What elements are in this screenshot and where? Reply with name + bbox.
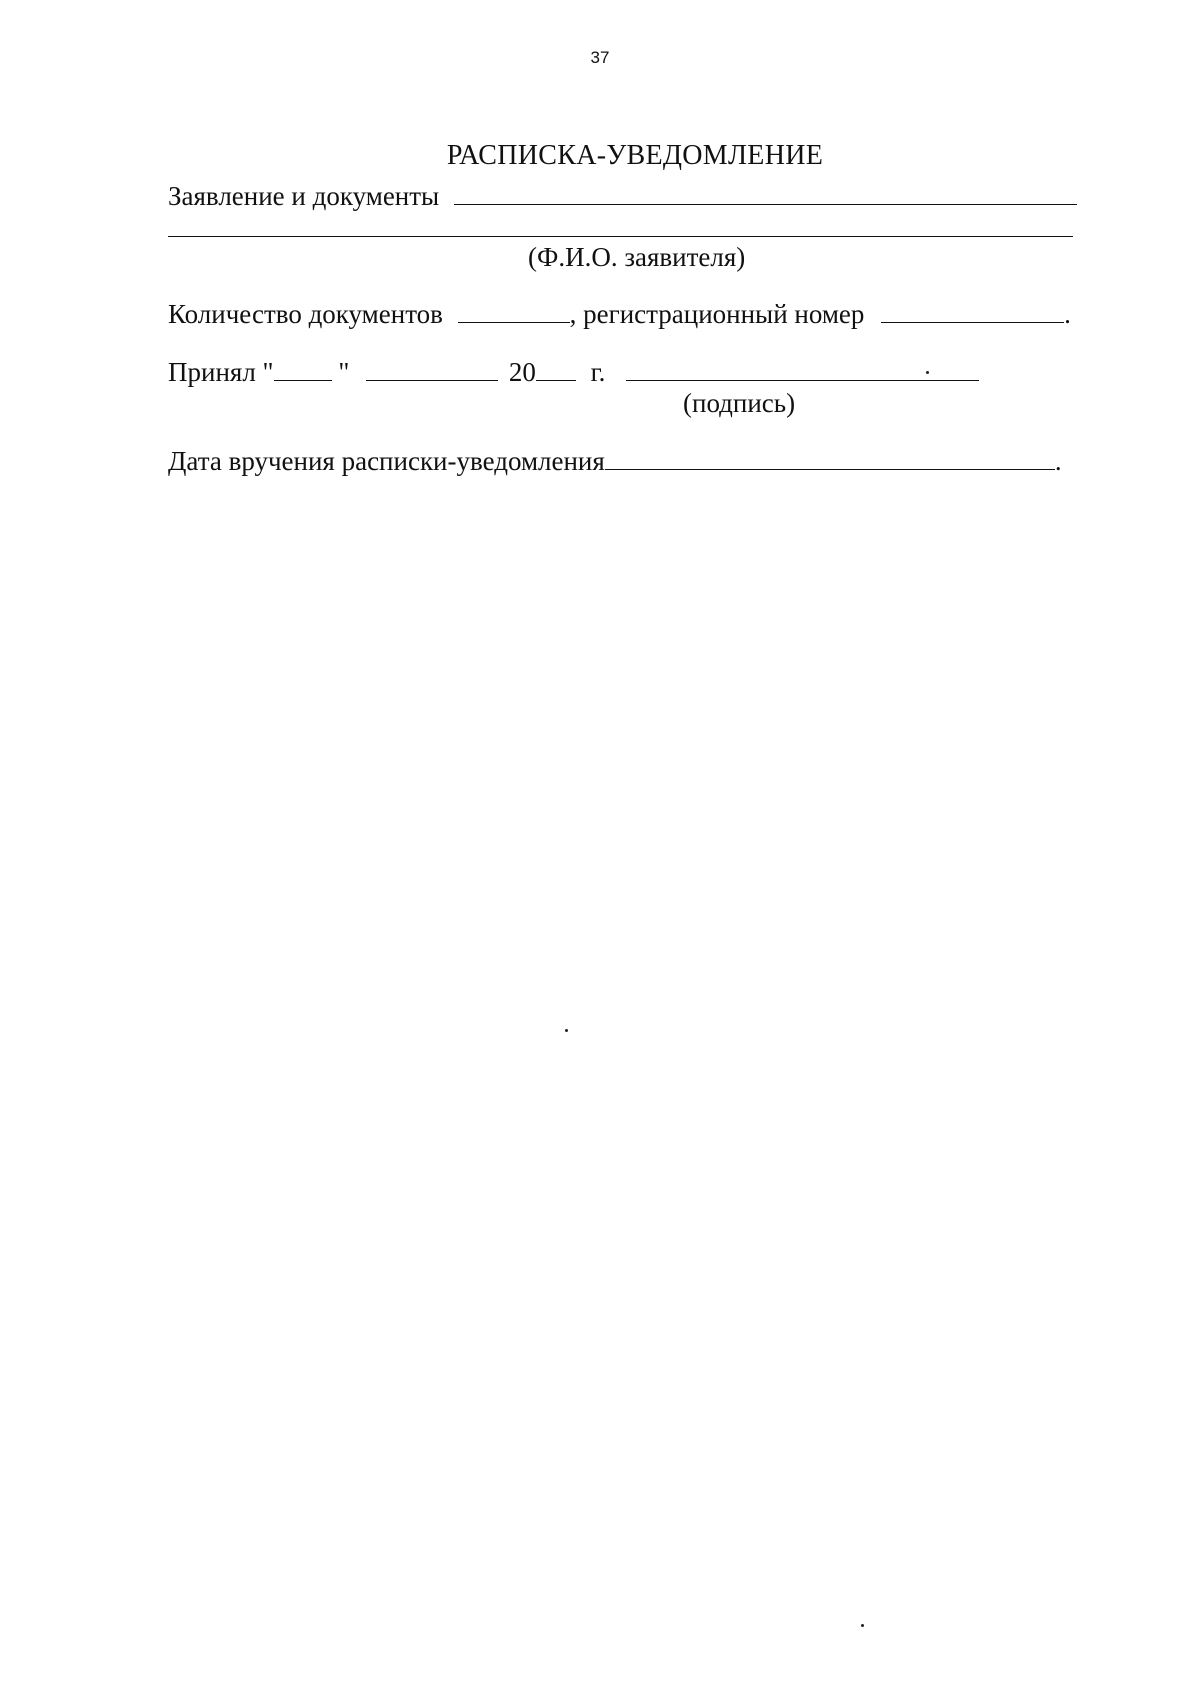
registration-number-field[interactable]	[881, 296, 1064, 323]
accepted-label: Принял "	[168, 357, 274, 387]
accepted-day-field[interactable]	[274, 354, 332, 381]
signature-field[interactable]	[626, 354, 979, 381]
applicant-name-field[interactable]	[454, 178, 1077, 205]
delivery-date-label: Дата вручения расписки-уведомления	[168, 446, 605, 476]
delivery-date-row-end: .	[1054, 446, 1062, 476]
delivery-date-row	[168, 443, 1062, 477]
applicant-label: Заявление и документы	[168, 181, 440, 211]
delivery-date-field[interactable]	[605, 443, 1055, 470]
accepted-year-suffix: г.	[590, 357, 606, 387]
applicant-row	[168, 178, 1077, 212]
registration-number-label: , регистрационный номер	[569, 299, 865, 329]
applicant-name-continuation-field[interactable]	[168, 236, 1073, 237]
page-number: 37	[590, 48, 610, 67]
scan-speck	[926, 371, 929, 374]
accepted-year-field[interactable]	[536, 354, 576, 381]
scan-speck	[861, 1624, 864, 1627]
documents-row	[168, 296, 1071, 330]
signature-caption: (подпись)	[683, 388, 796, 418]
accepted-year-prefix: 20	[508, 357, 536, 387]
documents-count-label: Количество документов	[168, 299, 443, 329]
scan-speck	[565, 1029, 568, 1032]
accepted-row	[168, 354, 979, 388]
documents-row-end: .	[1064, 299, 1071, 329]
document-title: РАСПИСКА-УВЕДОМЛЕНИЕ	[446, 140, 824, 171]
applicant-caption: (Ф.И.О. заявителя)	[528, 242, 746, 272]
documents-count-field[interactable]	[458, 296, 570, 323]
accepted-day-quote: "	[338, 357, 350, 387]
accepted-month-field[interactable]	[366, 354, 498, 381]
